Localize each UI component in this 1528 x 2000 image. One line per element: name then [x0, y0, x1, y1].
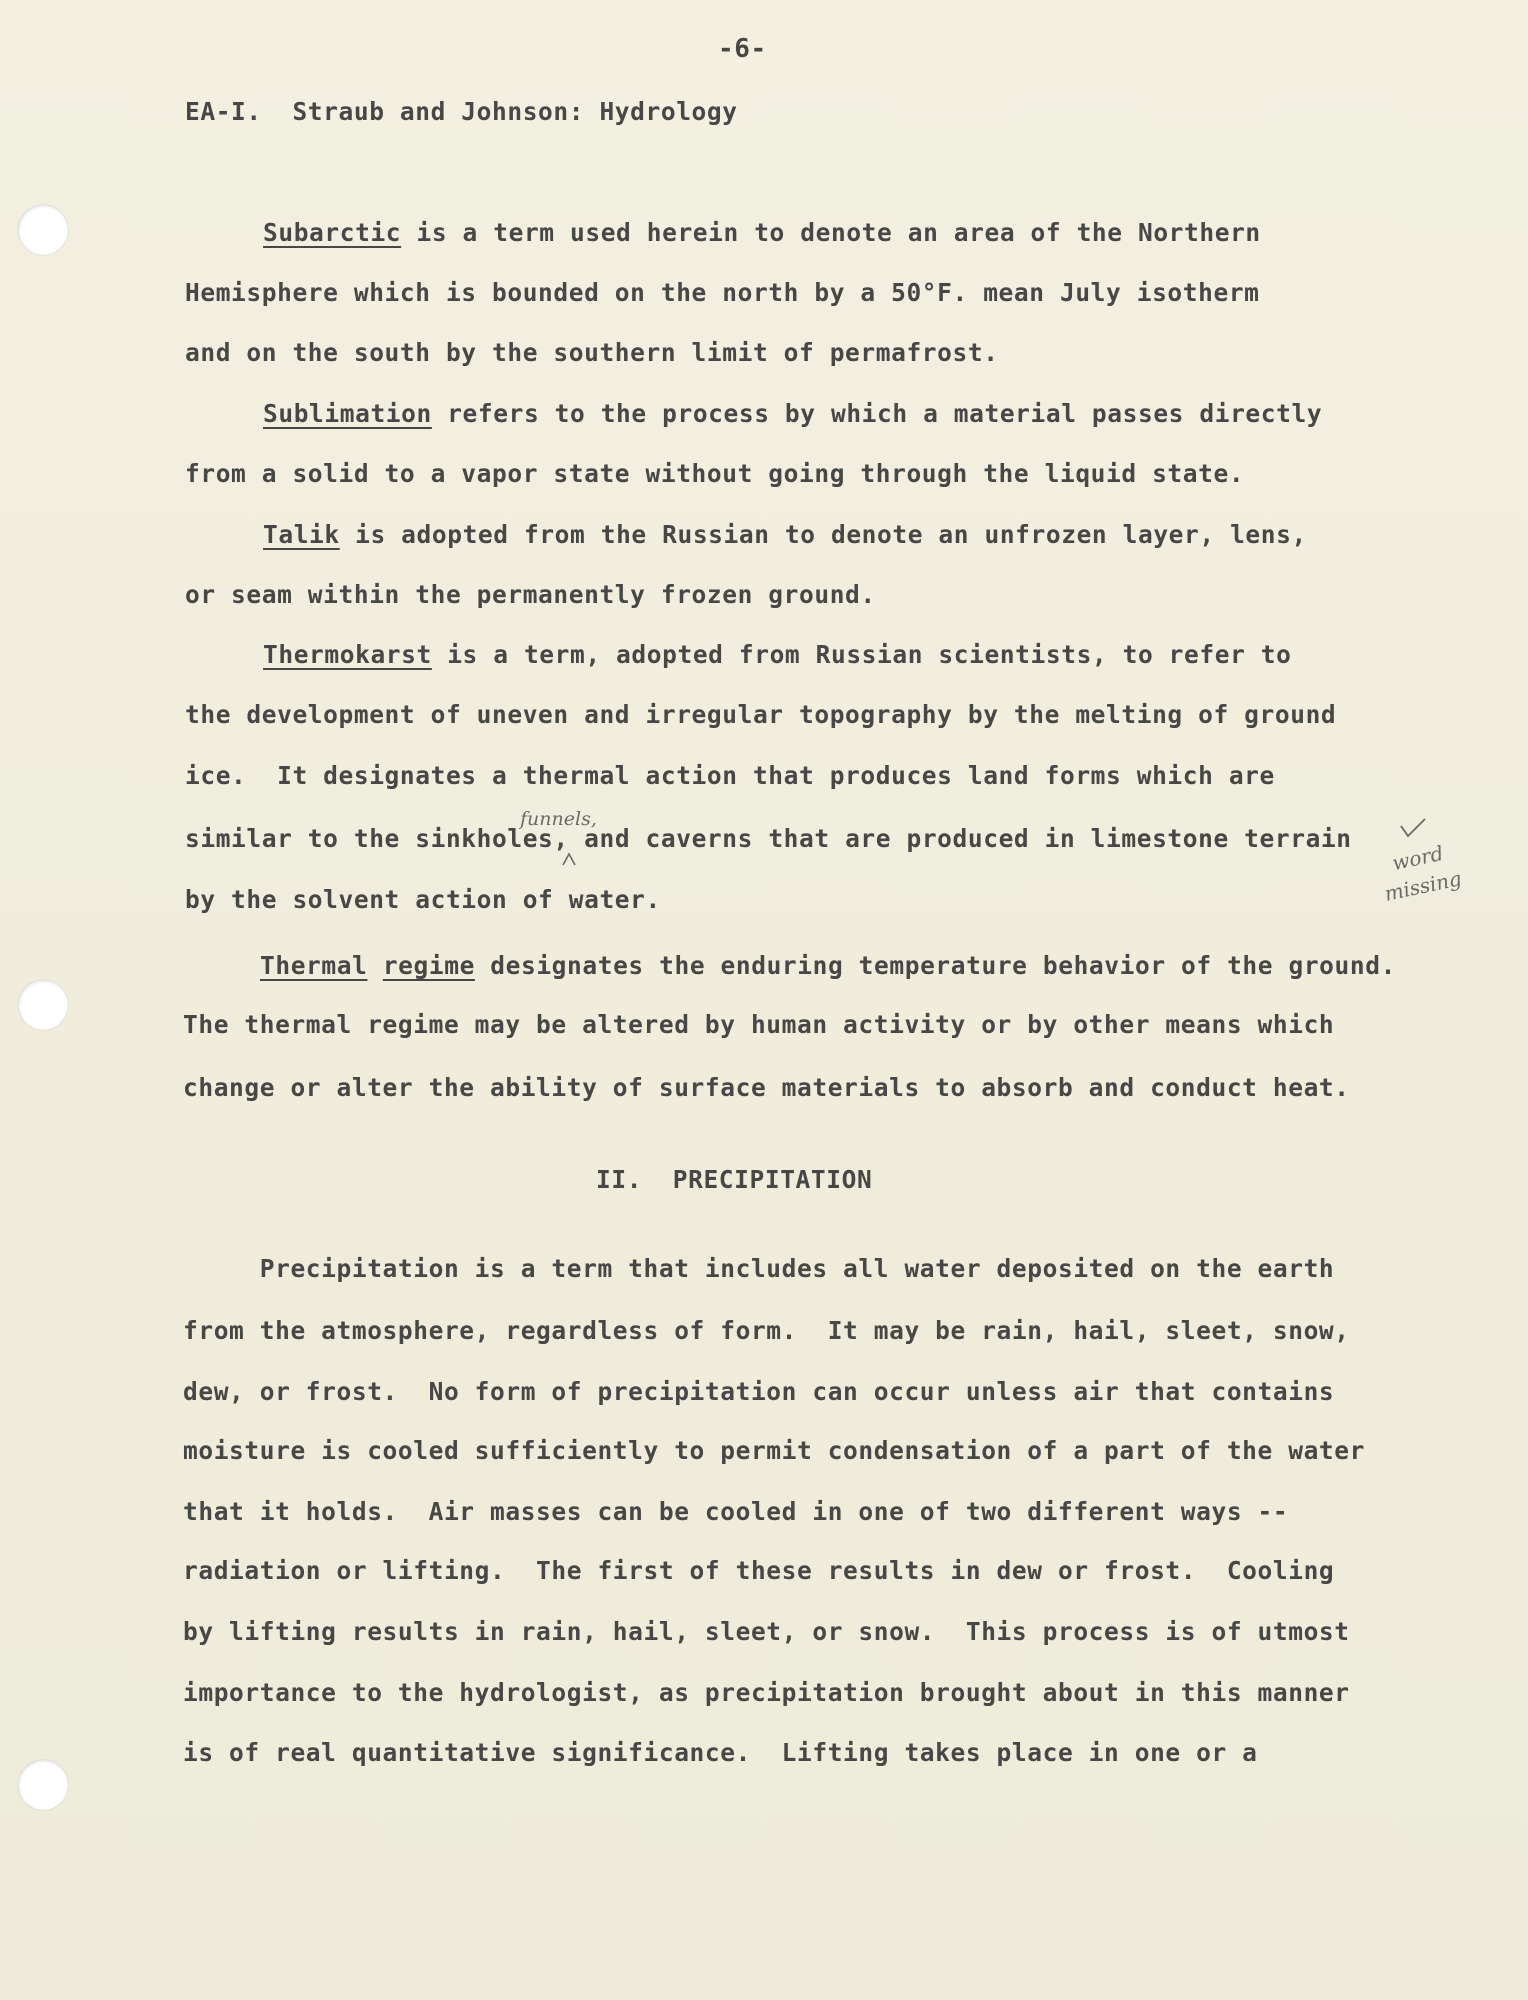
document-header: EA-I. Straub and Johnson: Hydrology [185, 97, 738, 126]
section-heading: II. PRECIPITATION [596, 1165, 873, 1194]
insertion-caret-icon [562, 852, 576, 866]
binder-hole-middle [18, 980, 68, 1030]
talik-text-1: is adopted from the Russian to denote an unfrozen layer, lens, [339, 520, 1307, 549]
margin-note-missing: missing [1382, 866, 1464, 906]
thermokarst-text-4a: similar to the sinkholes, [185, 824, 569, 853]
thermal-regime-line-1 [260, 951, 1396, 981]
precipitation-line-3: dew, or frost. No form of precipitation can occur unless air that contains [183, 1377, 1335, 1406]
sublimation-line-2: from a solid to a vapor state without going through the liquid state. [185, 459, 1245, 488]
thermal-regime-text-1: designates the enduring temperature behavior of the ground. [474, 951, 1396, 980]
thermokarst-text-4b: and caverns that are produced in limestone terrain [568, 824, 1352, 853]
thermokarst-line-3: ice. It designates a thermal action that produces land forms which are [185, 761, 1275, 790]
thermokarst-text-1: is a term, adopted from Russian scientists, to refer to [431, 640, 1292, 669]
precipitation-line-7: by lifting results in rain, hail, sleet, or snow. This process is of utmost [183, 1617, 1350, 1646]
subarctic-text-1: is a term used herein to denote an area of the Northern [401, 218, 1261, 247]
thermal-regime-line-3: change or alter the ability of surface materials to absorb and conduct heat. [183, 1073, 1350, 1102]
binder-hole-bottom [18, 1760, 68, 1810]
thermokarst-line-1 [263, 640, 1291, 670]
thermokarst-line-2: the development of uneven and irregular topography by the melting of ground [185, 700, 1337, 729]
thermokarst-line-4 [185, 824, 1352, 854]
talik-line-1 [263, 520, 1307, 550]
subarctic-line-3: and on the south by the southern limit of permafrost. [185, 338, 999, 367]
precipitation-line-2: from the atmosphere, regardless of form. It may be rain, hail, sleet, snow, [183, 1316, 1350, 1345]
subarctic-line-1 [263, 218, 1261, 248]
subarctic-line-2: Hemisphere which is bounded on the north by a 50°F. mean July isotherm [185, 278, 1260, 307]
term-thermokarst: Thermokarst [263, 640, 432, 669]
page-number: -6- [718, 34, 767, 64]
margin-check-icon [1398, 816, 1428, 840]
precipitation-line-6: radiation or lifting. The first of these results in dew or frost. Cooling [183, 1556, 1335, 1585]
sublimation-line-1 [263, 399, 1322, 429]
thermal-regime-line-2: The thermal regime may be altered by human activity or by other means which [183, 1010, 1335, 1039]
precipitation-line-4: moisture is cooled sufficiently to permit condensation of a part of the water [183, 1436, 1365, 1465]
binder-hole-top [18, 205, 68, 255]
thermokarst-line-5: by the solvent action of water. [185, 885, 661, 914]
precipitation-line-8: importance to the hydrologist, as precipitation brought about in this manner [183, 1678, 1350, 1707]
term-talik: Talik [263, 520, 340, 549]
talik-line-2: or seam within the permanently frozen ground. [185, 580, 876, 609]
handwritten-insertion: funnels, [520, 808, 597, 830]
precipitation-line-5: that it holds. Air masses can be cooled in one of two different ways -- [183, 1497, 1289, 1526]
term-thermal: Thermal [260, 951, 368, 980]
sublimation-text-1: refers to the process by which a material passes directly [431, 399, 1323, 428]
term-regime: regime [382, 951, 475, 980]
precipitation-line-1: Precipitation is a term that includes all water deposited on the earth [183, 1254, 1335, 1283]
term-sublimation: Sublimation [263, 399, 432, 428]
margin-note-word: word [1390, 840, 1446, 876]
precipitation-line-9: is of real quantitative significance. Lifting takes place in one or a [183, 1738, 1258, 1767]
term-subarctic: Subarctic [263, 218, 402, 247]
